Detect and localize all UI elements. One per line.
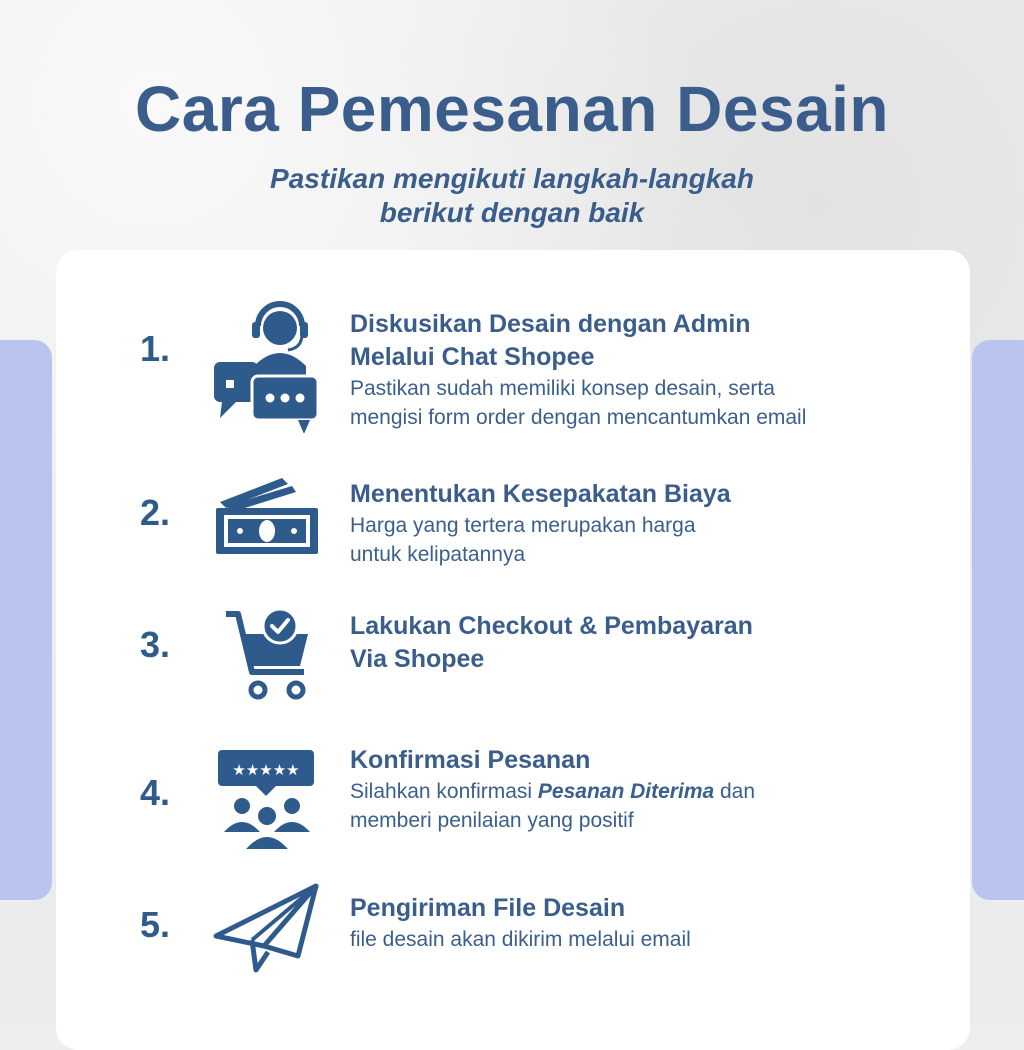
step-number: 4. <box>140 772 171 813</box>
step-desc-line-2: memberi penilaian yang positif <box>350 809 634 832</box>
step-number: 5. <box>140 904 171 945</box>
paper-plane-icon <box>212 882 322 979</box>
step-title-line-1: Diskusikan Desain dengan Admin <box>350 310 751 338</box>
step-text <box>350 478 950 569</box>
subtitle-line-2: berikut dengan baik <box>379 197 645 228</box>
step-text <box>350 744 950 835</box>
step-desc-line-2: untuk kelipatannya <box>350 543 526 566</box>
money-bills-icon <box>212 476 322 561</box>
step-desc-line-1: file desain akan dikirim melalui email <box>350 928 691 951</box>
cart-check-icon <box>212 608 322 709</box>
steps-card <box>56 250 970 1050</box>
desc-emphasis: Pesanan Diterima <box>537 780 715 803</box>
svg-text:★★★★★: ★★★★★ <box>232 761 300 779</box>
step-text <box>350 308 950 432</box>
step-title-line-1: Menentukan Kesepakatan Biaya <box>350 480 731 508</box>
step-desc-line-1: Pastikan sudah memiliki konsep desain, serta <box>350 377 775 400</box>
page-subtitle <box>0 162 1024 230</box>
page-title: Cara Pemesanan Desain <box>135 73 889 145</box>
step-text <box>350 892 950 954</box>
step-number: 2. <box>140 492 171 533</box>
right-accent-panel <box>972 340 1024 900</box>
step-text <box>350 610 950 676</box>
rating-people-icon <box>212 748 322 857</box>
step-title-line-1: Pengiriman File Desain <box>350 894 626 922</box>
step-desc-line-2: mengisi form order dengan mencantumkan email <box>350 406 807 429</box>
step-desc-line-1 <box>350 777 950 806</box>
customer-service-chat-icon <box>212 298 322 438</box>
left-accent-panel <box>0 340 52 900</box>
step-title-line-2: Melalui Chat Shopee <box>350 343 595 371</box>
desc-pre: Silahkan konfirmasi <box>350 780 538 803</box>
subtitle-line-1: Pastikan mengikuti langkah-langkah <box>270 163 754 194</box>
step-desc-line-1: Harga yang tertera merupakan harga <box>350 514 696 537</box>
desc-post: dan <box>714 780 756 803</box>
step-title-line-1: Konfirmasi Pesanan <box>350 746 591 774</box>
step-number: 3. <box>140 624 171 665</box>
step-number: 1. <box>140 328 171 369</box>
step-title-line-2: Via Shopee <box>350 645 485 673</box>
step-title-line-1: Lakukan Checkout & Pembayaran <box>350 612 753 640</box>
